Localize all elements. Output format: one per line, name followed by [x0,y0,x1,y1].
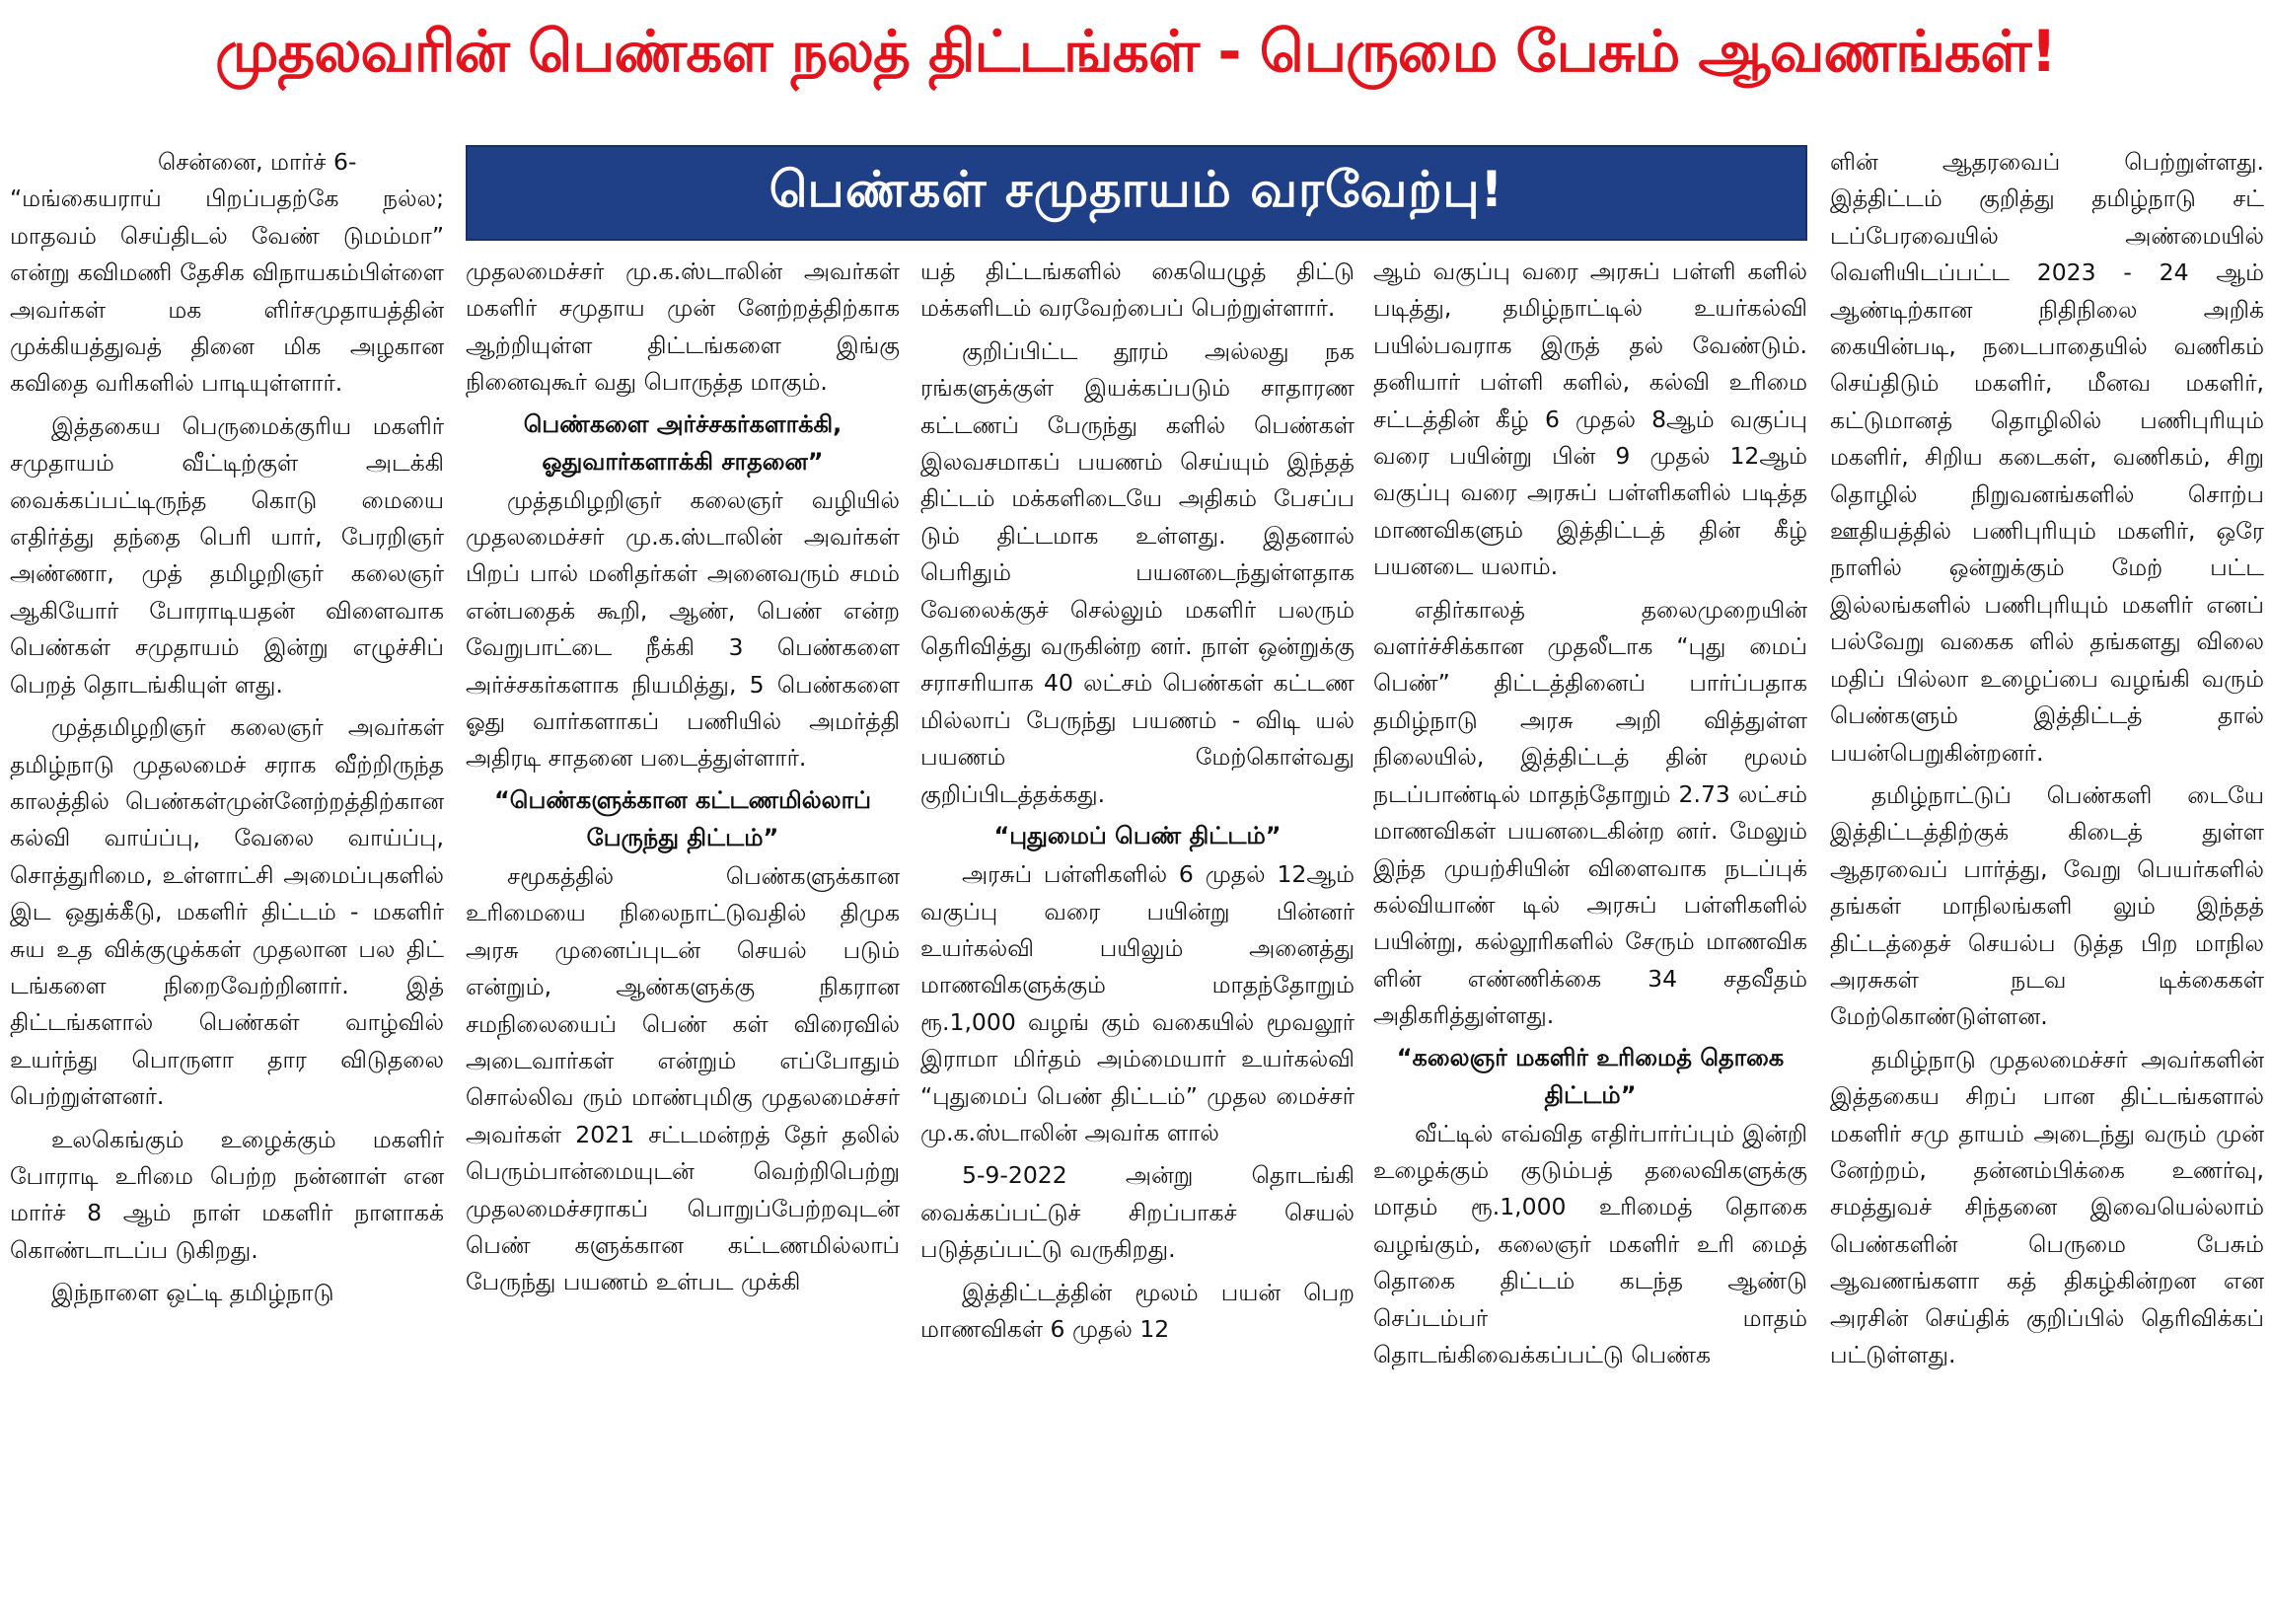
section-heading: “கலைஞர் மகளிர் உரிமைத் தொகை திட்டம்” [1396,1043,1785,1109]
paragraph: சமூகத்தில் பெண்களுக்கான உரிமையை நிலைநாட்டுவதில் திமுக அரசு முனைப்புடன் செயல் படும் என்றும், ஆண்களுக்கு நிகரான சமநிலையைப் பெண் கள் விரைவில் அடைவார்கள் என்றும் எப்போதும் சொல்லிவ ரும் மாண்புமிகு முதலமைச்சர் அவர்கள் 2021 சட்டமன்றத் தேர் தலில் பெரும்பான்மையுடன் வெற்றிபெற்று முதலமைச்சராகப் பொறுப்பேற்றவுடன் பெண் களுக்கான கட்டணமில்லாப் பேருந்து பயணம் உள்பட முக்கி [466,861,900,1296]
dateline: சென்னை, மார்ச் 6- [158,148,357,176]
paragraph: யத் திட்டங்களில் கையெழுத் திட்டு மக்களிடம் வரவேற்பைப் பெற்றுள்ளார். [920,258,1355,323]
headline: முதலவரின் பெண்கள நலத் திட்டங்கள் - பெருமை பேசும் ஆவணங்கள்! [215,18,2056,85]
subheadline-banner: பெண்கள் சமுதாயம் வரவேற்பு! [466,145,1807,241]
paragraph: “மங்கையராய் பிறப்பதற்கே நல்ல; மாதவம் செய்திடல் வேண் டுமம்மா” என்று கவிமணி தேசிக விநாயகம்பிள்ளை அவர்கள் மக ளிர்சமுதாயத்தின் முக்கியத்துவத் தினை மிக அழகான கவிதை வரிகளில் பாடியுள்ளார். [10,185,444,398]
article-column-1 [10,144,444,1624]
paragraph: வீட்டில் எவ்வித எதிர்பார்ப்பும் இன்றி உழைக்கும் குடும்பத் தலைவிகளுக்கு மாதம் ரூ.1,000 உரிமைத் தொகை வழங்கும், கலைஞர் மகளிர் உரி மைத் தொகை திட்டம் கடந்த ஆண்டு செப்டம்பர் மாதம் தொடங்கிவைக்கப்பட்டு பெண்க [1373,1119,1807,1368]
article-column-5 [1830,144,2264,1624]
paragraph: இந்நாளை ஒட்டி தமிழ்நாடு [51,1279,334,1307]
paragraph: ஆம் வகுப்பு வரை அரசுப் பள்ளி களில் படித்து, தமிழ்நாட்டில் உயர்கல்வி பயில்பவராக இருத் தல் வேண்டும். தனியார் பள்ளி களில், கல்வி உரிமை சட்டத்தின் கீழ் 6 முதல் 8ஆம் வகுப்பு வரை பயின்று பின் 9 முதல் 12ஆம் வகுப்பு வரை அரசுப் பள்ளிகளில் படித்த மாணவிகளும் இத்திட்டத் தின் கீழ் பயனடை யலாம். [1373,258,1807,581]
article-column-2 [466,254,900,1624]
paragraph: அரசுப் பள்ளிகளில் 6 முதல் 12ஆம் வகுப்பு வரை பயின்று பின்னர் உயர்கல்வி பயிலும் அனைத்து மாணவிகளுக்கும் மாதந்தோறும் ரூ.1,000 வழங் கும் வகையில் மூவலூர் இராமா மிர்தம் அம்மையார் உயர்கல்வி “புதுமைப் பெண் திட்டம்” முதல மைச்சர் மு.க.ஸ்டாலின் அவர்க ளால் [920,860,1355,1146]
paragraph: 5-9-2022 அன்று தொடங்கி வைக்கப்பட்டுச் சிறப்பாகச் செயல் படுத்தப்பட்டு வருகிறது. [920,1161,1355,1264]
article-column-4 [1373,254,1807,1624]
paragraph: எதிர்காலத் தலைமுறையின் வளர்ச்சிக்கான முதலீடாக “புது மைப் பெண்” திட்டத்தினைப் பார்ப்பதாக தமிழ்நாடு அரசு அறி வித்துள்ள நிலையில், இத்திட்டத் தின் மூலம் நடப்பாண்டில் மாதந்தோறும் 2.73 லட்சம் மாணவிகள் பயனடைகின்ற னர். மேலும் இந்த முயற்சியின் விளைவாக நடப்புக் கல்வியாண் டில் அரசுப் பள்ளிகளில் பயின்று, கல்லூரிகளில் சேரும் மாணவிக ளின் எண்ணிக்கை 34 சதவீதம் அதிகரித்துள்ளது. [1373,595,1807,1030]
paragraph: முதலமைச்சர் மு.க.ஸ்டாலின் அவர்கள் மகளிர் சமுதாய முன் னேற்றத்திற்காக ஆற்றியுள்ள திட்டங்களை இங்கு நினைவுகூர் வது பொருத்த மாகும். [466,258,900,397]
article-column-3 [920,254,1355,1624]
paragraph: இத்திட்டத்தின் மூலம் பயன் பெற மாணவிகள் 6 முதல் 12 [920,1278,1355,1343]
paragraph: தமிழ்நாடு முதலமைச்சர் அவர்களின் இத்தகைய சிறப் பான திட்டங்களால் மகளிர் சமு தாயம் அடைந்து வரும் முன் னேற்றம், தன்னம்பிக்கை உணர்வு, சமத்துவச் சிந்தனை இவையெல்லாம் பெண்களின் பெருமை பேசும் ஆவணங்களா கத் திகழ்கின்றன என அரசின் செய்திக் குறிப்பில் தெரிவிக்கப் பட்டுள்ளது. [1830,1045,2264,1368]
paragraph: முத்தமிழறிஞர் கலைஞர் அவர்கள் தமிழ்நாடு முதலமைச் சராக வீற்றிருந்த காலத்தில் பெண்கள்முன்னேற்றத்திற்கான கல்வி வாய்ப்பு, வேலை வாய்ப்பு, சொத்துரிமை, உள்ளாட்சி அமைப்புகளில் இட ஒதுக்கீடு, மகளிர் திட்டம் - மகளிர் சுய உத விக்குழுக்கள் முதலான பல திட் டங்களை நிறைவேற்றினார். இத் திட்டங்களால் பெண்கள் வாழ்வில் உயர்ந்து பொருளா தார விடுதலை பெற்றுள்ளனர். [10,713,444,1111]
paragraph: உலகெங்கும் உழைக்கும் மகளிர் போராடி உரிமை பெற்ற நன்னாள் என மார்ச் 8 ஆம் நாள் மகளிர் நாளாகக் கொண்டாடப்ப டுகிறது. [10,1125,444,1264]
paragraph: குறிப்பிட்ட தூரம் அல்லது நக ரங்களுக்குள் இயக்கப்படும் சாதாரண கட்டணப் பேருந்து களில் பெண்கள் இலவசமாகப் பயணம் செய்யும் இந்தத் திட்டம் மக்களிடையே அதிகம் பேசப்ப டும் திட்டமாக உள்ளது. இதனால் பெரிதும் பயனடைந்துள்ளதாக வேலைக்குச் செல்லும் மகளிர் பலரும் தெரிவித்து வருகின்ற னர். நாள் ஒன்றுக்கு சராசரியாக 40 லட்சம் பெண்கள் கட்டண மில்லாப் பேருந்து பயணம் - விடி யல் பயணம் மேற்கொள்வது குறிப்பிடத்தக்கது. [920,336,1355,808]
section-heading: பெண்களை அர்ச்சகர்களாக்கி, ஓதுவார்களாக்கி சாதனை” [523,409,842,476]
paragraph: இத்தகைய பெருமைக்குரிய மகளிர் சமுதாயம் வீட்டிற்குள் அடக்கி வைக்கப்பட்டிருந்த கொடு மையை எதிர்த்து தந்தை பெரி யார், பேரறிஞர் அண்ணா, முத் தமிழறிஞர் கலைஞர் ஆகியோர் போராடியதன் விளைவாக பெண்கள் சமுதாயம் இன்று எழுச்சிப் பெறத் தொடங்கியுள் ளது. [10,411,444,699]
paragraph: முத்தமிழறிஞர் கலைஞர் வழியில் முதலமைச்சர் மு.க.ஸ்டாலின் அவர்கள் பிறப் பால் மனிதர்கள் அனைவரும் சமம் என்பதைக் கூறி, ஆண், பெண் என்ற வேறுபாட்டை நீக்கி 3 பெண்களை அர்ச்சகர்களாக நியமித்து, 5 பெண்களை ஓது வார்களாகப் பணியில் அமர்த்தி அதிரடி சாதனை படைத்துள்ளார். [466,485,900,773]
paragraph: தமிழ்நாட்டுப் பெண்களி டையே இத்திட்டத்திற்குக் கிடைத் துள்ள ஆதரவைப் பார்த்து, வேறு பெயர்களில் தங்கள் மாநிலங்களி லும் இந்தத் திட்டத்தைச் செயல்ப டுத்த பிற மாநில அரசுகள் நடவ டிக்கைகள் மேற்கொண்டுள்ளன. [1830,780,2264,1031]
paragraph: ளின் ஆதரவைப் பெற்றுள்ளது. இத்திட்டம் குறித்து தமிழ்நாடு சட் டப்பேரவையில் அண்மையில் வெளியிடப்பட்ட 2023 - 24 ஆம் ஆண்டிற்கான நிதிநிலை அறிக் கையின்படி, நடைபாதையில் வணிகம் செய்திடும் மகளிர், மீனவ மகளிர், கட்டுமானத் தொழிலில் பணிபுரியும் மகளிர், சிறிய கடைகள், வணிகம், சிறு தொழில் நிறுவனங்களில் சொற்ப ஊதியத்தில் பணிபுரியும் மகளிர், ஒரே நாளில் ஒன்றுக்கும் மேற் பட்ட இல்லங்களில் பணிபுரியும் மகளிர் எனப் பல்வேறு வகைக ளில் தங்களது விலை மதிப் பில்லா உழைப்பை வழங்கி வரும் பெண்களும் இத்திட்டத் தால் பயன்பெறுகின்றனர். [1830,148,2264,767]
section-heading: “பெண்களுக்கான கட்டணமில்லாப் பேருந்து திட்டம்” [494,785,871,851]
section-heading: “புதுமைப் பெண் திட்டம்” [993,822,1282,850]
